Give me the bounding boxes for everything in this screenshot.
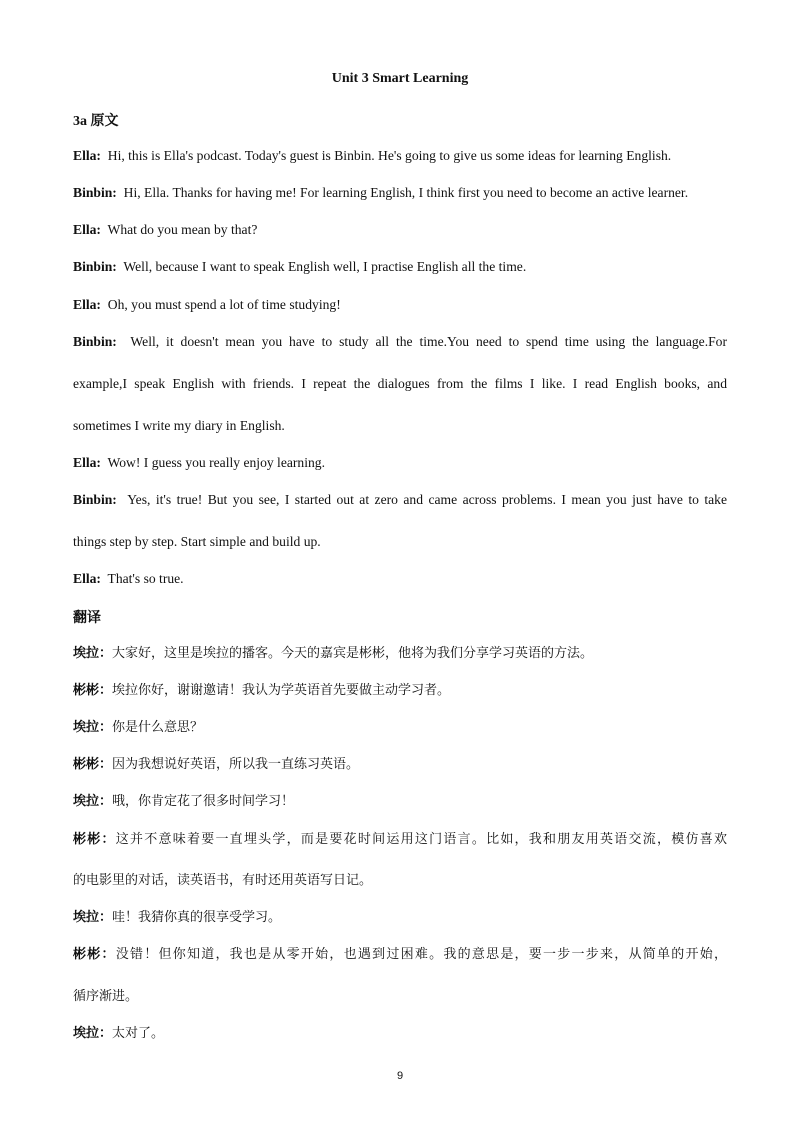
dialogue-text: Oh, you must spend a lot of time studying! — [107, 297, 341, 312]
translation-text: 没错！但你知道，我也是从零开始，也遇到过困难。我的意思是，要一步一步来，从简单的开始， — [115, 947, 727, 962]
dialogue-line — [73, 184, 727, 202]
page-title: Unit 3 Smart Learning — [331, 71, 469, 86]
dialogue-text: That's so true. — [107, 571, 184, 586]
speaker-label: Binbin: — [73, 259, 117, 274]
dialogue-line — [73, 221, 727, 239]
speaker-label: 彬彬： — [73, 683, 113, 698]
speaker-label: 彬彬： — [73, 832, 116, 847]
dialogue-line — [73, 333, 727, 351]
page-number: 9 — [396, 1070, 404, 1082]
translation-text: 因为我想说好英语，所以我一直练习英语。 — [112, 757, 360, 772]
speaker-label: 彬彬： — [73, 947, 116, 962]
translation-line — [73, 946, 727, 964]
translation-line — [73, 682, 727, 700]
speaker-label: Ella: — [73, 297, 101, 312]
translation-text: 大家好，这里是埃拉的播客。今天的嘉宾是彬彬，他将为我们分享学习英语的方法。 — [112, 646, 594, 661]
translation-text: 哇！我猜你真的很享受学习。 — [112, 910, 282, 925]
dialogue-text: Wow! I guess you really enjoy learning. — [107, 455, 325, 470]
translation-line — [73, 831, 727, 849]
translation-line — [73, 1025, 727, 1043]
section-heading-translation: 翻译 — [73, 611, 101, 626]
dialogue-line — [73, 570, 727, 588]
speaker-label: 彬彬： — [73, 757, 113, 772]
dialogue-text: Hi, this is Ella's podcast. Today's guest is Binbin. He's going to give us some ideas for learning English. — [107, 148, 672, 163]
translation-text: 哦，你肯定花了很多时间学习！ — [112, 794, 295, 809]
dialogue-line — [73, 491, 727, 509]
dialogue-line-continued: things step by step. Start simple and build up. — [73, 534, 321, 549]
dialogue-line — [73, 147, 727, 165]
speaker-label: Binbin: — [73, 334, 117, 349]
speaker-label: Binbin: — [73, 185, 117, 200]
dialogue-text: Well, it doesn't mean you have to study all the time.You need to spend time using the language.For — [130, 334, 727, 349]
dialogue-text: What do you mean by that? — [107, 222, 258, 237]
translation-line — [73, 645, 727, 663]
dialogue-line — [73, 454, 727, 472]
dialogue-line — [73, 258, 727, 276]
speaker-label: 埃拉： — [73, 646, 113, 661]
translation-text: 这并不意味着要一直埋头学，而是要花时间运用这门语言。比如，我和朋友用英语交流，模仿喜欢 — [115, 832, 727, 847]
translation-text: 太对了。 — [112, 1026, 165, 1041]
speaker-label: Binbin: — [73, 492, 117, 507]
speaker-label: Ella: — [73, 222, 101, 237]
translation-line — [73, 756, 727, 774]
dialogue-text: Hi, Ella. Thanks for having me! For learning English, I think first you need to become an active learner. — [123, 185, 689, 200]
speaker-label: 埃拉： — [73, 1026, 113, 1041]
dialogue-text: Yes, it's true! But you see, I started out at zero and came across problems. I mean you just have to take — [127, 492, 727, 507]
translation-text: 埃拉你好，谢谢邀请！我认为学英语首先要做主动学习者。 — [112, 683, 451, 698]
translation-line-continued: 的电影里的对话，读英语书，有时还用英语写日记。 — [73, 873, 373, 888]
speaker-label: 埃拉： — [73, 720, 113, 735]
dialogue-line-continued: sometimes I write my diary in English. — [73, 418, 285, 433]
dialogue-text: Well, because I want to speak English well, I practise English all the time. — [123, 259, 527, 274]
translation-line — [73, 793, 727, 811]
speaker-label: Ella: — [73, 571, 101, 586]
speaker-label: 埃拉： — [73, 910, 113, 925]
translation-line-continued: 循序渐进。 — [73, 989, 139, 1004]
speaker-label: 埃拉： — [73, 794, 113, 809]
dialogue-line — [73, 296, 727, 314]
translation-line — [73, 719, 727, 737]
section-heading-original: 3a 原文 — [73, 114, 119, 129]
translation-text: 你是什么意思？ — [112, 720, 204, 735]
speaker-label: Ella: — [73, 455, 101, 470]
translation-line — [73, 909, 727, 927]
dialogue-line-continued: example,I speak English with friends. I repeat the dialogues from the films I like. I read English books, and — [73, 376, 727, 391]
speaker-label: Ella: — [73, 148, 101, 163]
